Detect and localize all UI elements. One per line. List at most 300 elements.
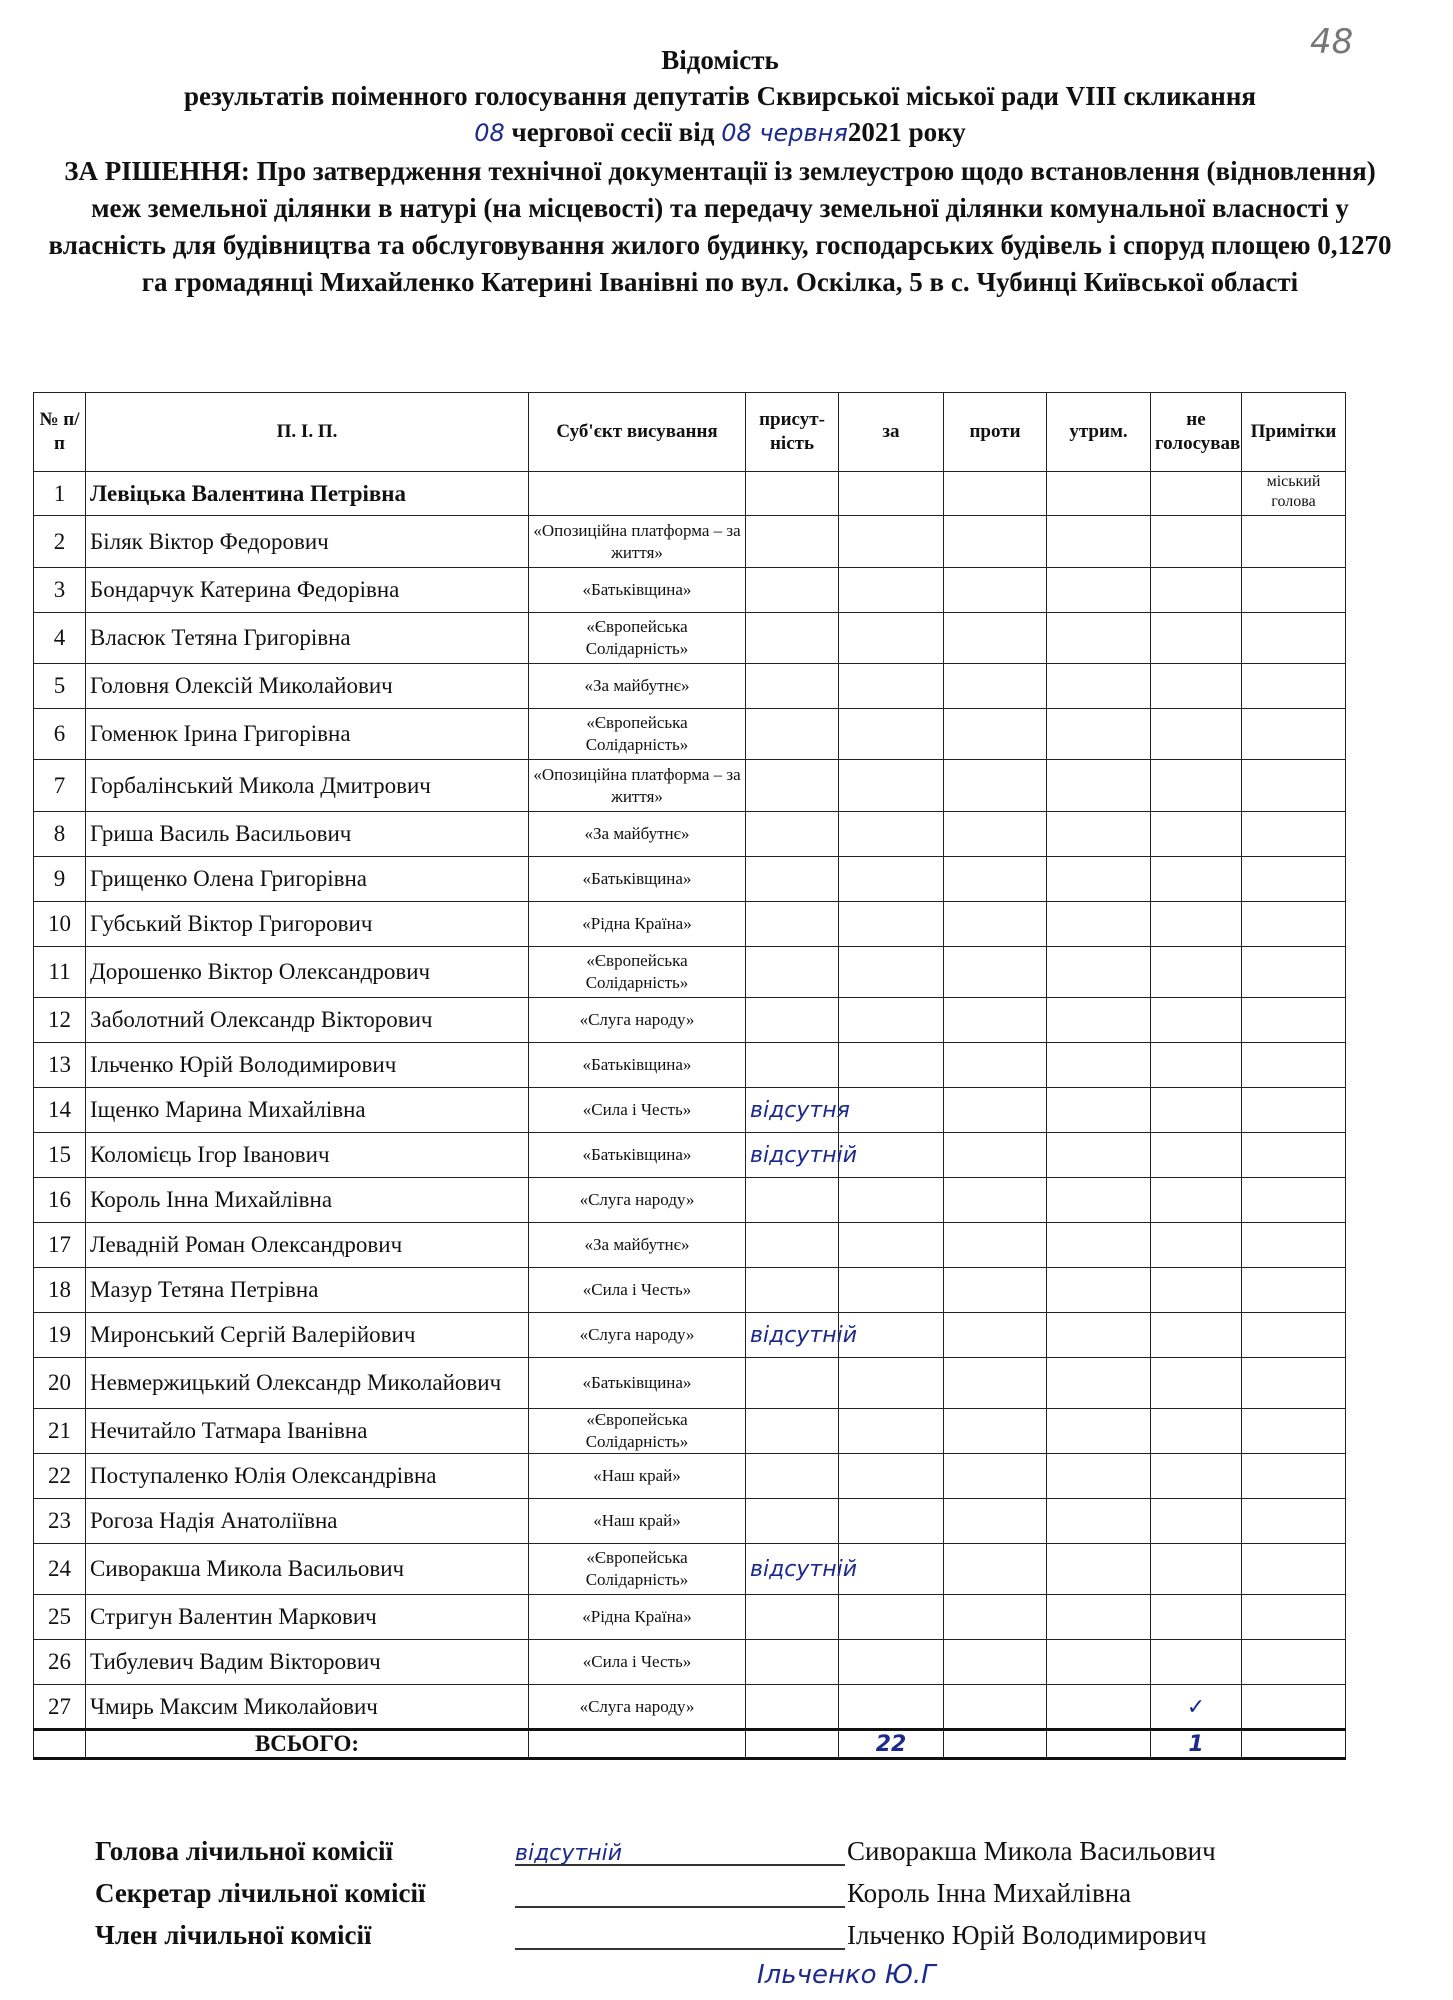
row-present xyxy=(746,516,839,568)
row-not-voted: ✓ xyxy=(1186,1694,1206,1720)
row-name: Гоменюк Ірина Григорівна xyxy=(90,721,351,746)
table-header-row xyxy=(34,393,1346,472)
row-against xyxy=(944,1313,1047,1358)
row-note xyxy=(1242,1544,1346,1595)
table-row xyxy=(34,472,1346,516)
row-not-voted xyxy=(1151,1409,1242,1454)
row-name: Іщенко Марина Михайлівна xyxy=(90,1097,366,1122)
row-party: «Рідна Країна» xyxy=(582,914,692,933)
row-note xyxy=(1242,1268,1346,1313)
row-name: Коломієць Ігор Іванович xyxy=(90,1142,330,1167)
row-abstain xyxy=(1047,1499,1151,1544)
row-not-voted xyxy=(1151,1595,1242,1640)
row-party: «Сила і Честь» xyxy=(582,1280,692,1299)
table-row xyxy=(34,664,1346,709)
row-abstain xyxy=(1047,1544,1151,1595)
row-num: 25 xyxy=(48,1604,71,1629)
voting-table xyxy=(33,392,1346,1760)
row-present: відсутня xyxy=(750,1098,850,1123)
row-for xyxy=(839,664,944,709)
row-not-voted xyxy=(1151,1454,1242,1499)
row-for xyxy=(839,998,944,1043)
row-abstain xyxy=(1047,902,1151,947)
row-abstain xyxy=(1047,1223,1151,1268)
member-name: Ільченко Юрій Володимирович xyxy=(847,1920,1207,1950)
document-subtitle: результатів поіменного голосування депутатів Сквирської міської ради VIII скликання xyxy=(183,81,1257,111)
row-for xyxy=(839,613,944,664)
row-name: Сиворакша Микола Васильович xyxy=(90,1556,405,1581)
row-for xyxy=(839,516,944,568)
row-not-voted xyxy=(1151,568,1242,613)
row-num: 23 xyxy=(48,1508,71,1533)
document-title: Відомість xyxy=(661,45,779,75)
row-party: «Наш край» xyxy=(593,1511,681,1530)
table-row xyxy=(34,1223,1346,1268)
row-num: 8 xyxy=(53,821,66,846)
chair-sign: відсутній xyxy=(515,1841,623,1866)
row-num: 1 xyxy=(53,480,66,506)
row-num: 12 xyxy=(48,1007,71,1032)
row-present: відсутній xyxy=(750,1323,858,1348)
row-against xyxy=(944,947,1047,998)
row-against xyxy=(944,709,1047,760)
table-row xyxy=(34,1640,1346,1685)
table-row xyxy=(34,1685,1346,1730)
row-num: 27 xyxy=(48,1693,71,1719)
row-party: «Опозиційна платформа – за життя» xyxy=(533,764,741,806)
table-row xyxy=(34,812,1346,857)
row-note xyxy=(1242,902,1346,947)
row-present: відсутній xyxy=(750,1557,858,1582)
counting-commission xyxy=(95,1830,1295,1956)
row-note xyxy=(1242,1499,1346,1544)
row-name: Заболотний Олександр Вікторович xyxy=(90,1007,433,1032)
row-against xyxy=(944,568,1047,613)
row-not-voted xyxy=(1151,1223,1242,1268)
row-for xyxy=(839,568,944,613)
row-num: 6 xyxy=(53,721,66,746)
row-not-voted xyxy=(1151,1313,1242,1358)
row-present xyxy=(746,998,839,1043)
commission-member xyxy=(95,1914,1295,1956)
row-not-voted xyxy=(1151,947,1242,998)
row-against xyxy=(944,1499,1047,1544)
row-name: Біляк Віктор Федорович xyxy=(90,528,329,554)
row-party: «Європейська Солідарність» xyxy=(585,1410,689,1451)
row-note xyxy=(1242,1640,1346,1685)
table-row xyxy=(34,998,1346,1043)
row-abstain xyxy=(1047,1640,1151,1685)
row-note xyxy=(1242,709,1346,760)
row-abstain xyxy=(1047,1088,1151,1133)
row-for xyxy=(839,1685,944,1730)
table-row xyxy=(34,1358,1346,1409)
row-party: «За майбутнє» xyxy=(584,824,690,843)
row-for xyxy=(839,1223,944,1268)
total-not-voted: 1 xyxy=(1188,1732,1204,1757)
col-abstain: утрим. xyxy=(1047,393,1151,472)
row-for xyxy=(839,812,944,857)
row-party: «Європейська Солідарність» xyxy=(585,951,689,992)
row-abstain xyxy=(1047,1454,1151,1499)
row-for xyxy=(839,1409,944,1454)
row-name: Мазур Тетяна Петрівна xyxy=(90,1277,319,1302)
row-party: «Сила і Честь» xyxy=(582,1100,692,1119)
row-abstain xyxy=(1047,1178,1151,1223)
row-party: «Слуга народу» xyxy=(579,1010,695,1029)
row-name: Бондарчук Катерина Федорівна xyxy=(90,577,400,602)
col-note: Примітки xyxy=(1242,393,1346,472)
document-header xyxy=(40,42,1400,301)
session-number: 08 xyxy=(474,119,505,147)
decision-text: ЗА РІШЕННЯ: Про затвердження технічної документації із землеустрою щодо встановлення (відновлення) меж земельної ділянки в натурі (на місцевості) та передачу земельної ділянки комунальної власності у власність для будівництва та обслуговування жилого будинку, господарських будівель і споруд площею 0,1270 га громадянці Михайленко Катерині Іванівні по вул. Оскілка, 5 в с. Чубинці Київської області xyxy=(48,156,1392,297)
row-abstain xyxy=(1047,516,1151,568)
row-note xyxy=(1242,1223,1346,1268)
row-abstain xyxy=(1047,998,1151,1043)
col-not-voted: не голосував xyxy=(1151,393,1242,472)
row-not-voted xyxy=(1151,1640,1242,1685)
row-against xyxy=(944,1043,1047,1088)
row-not-voted xyxy=(1151,709,1242,760)
row-party: «Європейська Солідарність» xyxy=(585,1548,689,1589)
row-num: 13 xyxy=(48,1052,71,1077)
row-num: 14 xyxy=(48,1097,71,1122)
row-for xyxy=(839,1358,944,1409)
row-note xyxy=(1242,1088,1346,1133)
row-party: «Європейська Солідарність» xyxy=(585,617,689,658)
row-present xyxy=(746,760,839,812)
row-name: Рогоза Надія Анатоліївна xyxy=(90,1508,338,1533)
row-note xyxy=(1242,1133,1346,1178)
row-name: Дорошенко Віктор Олександрович xyxy=(90,959,431,984)
table-row xyxy=(34,1088,1346,1133)
row-abstain xyxy=(1047,812,1151,857)
row-against xyxy=(944,1595,1047,1640)
chair-name: Сиворакша Микола Васильович xyxy=(847,1836,1216,1866)
row-against xyxy=(944,516,1047,568)
row-name: Поступаленко Юлія Олександрівна xyxy=(90,1463,437,1488)
table-row xyxy=(34,1409,1346,1454)
row-note xyxy=(1242,664,1346,709)
row-present xyxy=(746,568,839,613)
table-row xyxy=(34,947,1346,998)
row-not-voted xyxy=(1151,1268,1242,1313)
row-num: 11 xyxy=(48,959,71,984)
row-abstain xyxy=(1047,1409,1151,1454)
row-party: «Наш край» xyxy=(593,1466,681,1485)
row-party: «Слуга народу» xyxy=(579,1190,695,1209)
row-abstain xyxy=(1047,760,1151,812)
row-abstain xyxy=(1047,664,1151,709)
row-abstain xyxy=(1047,1313,1151,1358)
secretary-name: Король Інна Михайлівна xyxy=(847,1878,1132,1908)
session-text: чергової сесії від xyxy=(511,117,715,147)
row-num: 10 xyxy=(48,911,71,936)
col-num: № п/п xyxy=(34,393,86,472)
total-for: 22 xyxy=(875,1732,907,1757)
row-note xyxy=(1242,1454,1346,1499)
row-against xyxy=(944,998,1047,1043)
page-number: 48 xyxy=(1310,22,1354,62)
row-present xyxy=(746,613,839,664)
table-row xyxy=(34,613,1346,664)
row-not-voted xyxy=(1151,998,1242,1043)
row-num: 22 xyxy=(48,1463,71,1488)
table-row xyxy=(34,709,1346,760)
row-for xyxy=(839,857,944,902)
row-party: «Сила і Честь» xyxy=(582,1652,692,1671)
col-for: за xyxy=(839,393,944,472)
row-note xyxy=(1242,1313,1346,1358)
row-note xyxy=(1242,857,1346,902)
row-name: Власюк Тетяна Григорівна xyxy=(90,625,351,650)
row-name: Губський Віктор Григорович xyxy=(90,911,373,936)
table-row xyxy=(34,568,1346,613)
table-row xyxy=(34,1313,1346,1358)
row-against xyxy=(944,1223,1047,1268)
row-present xyxy=(746,1409,839,1454)
row-num: 17 xyxy=(48,1232,71,1257)
table-row xyxy=(34,1268,1346,1313)
row-name: Грищенко Олена Григорівна xyxy=(90,866,367,891)
session-date: 08 червня xyxy=(721,119,848,147)
row-not-voted xyxy=(1151,613,1242,664)
row-present xyxy=(746,812,839,857)
row-against xyxy=(944,760,1047,812)
row-not-voted xyxy=(1151,1043,1242,1088)
row-abstain xyxy=(1047,709,1151,760)
row-note xyxy=(1242,812,1346,857)
row-note xyxy=(1242,1685,1346,1730)
row-present xyxy=(746,1640,839,1685)
row-present xyxy=(746,664,839,709)
table-row xyxy=(34,1454,1346,1499)
row-present xyxy=(746,1043,839,1088)
row-party: «За майбутнє» xyxy=(584,676,690,695)
row-name: Король Інна Михайлівна xyxy=(90,1187,333,1212)
row-party: «Опозиційна платформа – за життя» xyxy=(533,520,741,562)
row-name: Левіцька Валентина Петрівна xyxy=(90,480,407,506)
row-against xyxy=(944,613,1047,664)
row-for xyxy=(839,472,944,516)
row-party xyxy=(529,472,746,516)
row-present xyxy=(746,1454,839,1499)
row-abstain xyxy=(1047,1358,1151,1409)
row-abstain xyxy=(1047,1595,1151,1640)
row-present xyxy=(746,1685,839,1730)
row-num: 4 xyxy=(53,625,66,650)
col-name: П. І. П. xyxy=(86,393,529,472)
commission-secretary xyxy=(95,1872,1295,1914)
row-for xyxy=(839,1454,944,1499)
row-not-voted xyxy=(1151,1499,1242,1544)
row-note xyxy=(1242,1409,1346,1454)
row-present xyxy=(746,857,839,902)
row-name: Ільченко Юрій Володимирович xyxy=(90,1052,397,1077)
row-not-voted xyxy=(1151,664,1242,709)
row-for xyxy=(839,1088,944,1133)
row-name: Тибулевич Вадим Вікторович xyxy=(90,1649,381,1674)
row-for xyxy=(839,947,944,998)
row-not-voted xyxy=(1151,812,1242,857)
table-row xyxy=(34,760,1346,812)
row-against xyxy=(944,1178,1047,1223)
table-row xyxy=(34,516,1346,568)
row-abstain xyxy=(1047,947,1151,998)
row-not-voted xyxy=(1151,1133,1242,1178)
row-for xyxy=(839,1043,944,1088)
row-note xyxy=(1242,947,1346,998)
commission-chair xyxy=(95,1830,1295,1872)
row-for xyxy=(839,1499,944,1544)
col-party: Суб'єкт висування xyxy=(529,393,746,472)
col-present: присут-ність xyxy=(746,393,839,472)
table-row xyxy=(34,857,1346,902)
row-for xyxy=(839,1178,944,1223)
row-num: 7 xyxy=(53,772,66,798)
row-abstain xyxy=(1047,472,1151,516)
row-num: 15 xyxy=(48,1142,71,1167)
row-against xyxy=(944,1358,1047,1409)
row-note: міський голова xyxy=(1266,473,1321,510)
row-party: «Батьківщина» xyxy=(582,580,692,599)
row-present xyxy=(746,1358,839,1409)
row-not-voted xyxy=(1151,516,1242,568)
row-present xyxy=(746,1595,839,1640)
row-num: 24 xyxy=(48,1556,71,1581)
row-party: «Батьківщина» xyxy=(582,1373,692,1392)
table-row xyxy=(34,902,1346,947)
row-for xyxy=(839,1268,944,1313)
row-party: «Батьківщина» xyxy=(582,869,692,888)
row-num: 20 xyxy=(48,1370,71,1395)
chair-signature-line xyxy=(515,1830,845,1866)
member-signature-line xyxy=(515,1914,845,1950)
session-year: 2021 року xyxy=(847,117,966,147)
row-not-voted xyxy=(1151,1358,1242,1409)
table-row xyxy=(34,1595,1346,1640)
row-against xyxy=(944,1454,1047,1499)
row-name: Гриша Василь Васильович xyxy=(90,821,352,846)
member-handwritten-name: Ільченко Ю.Г xyxy=(757,1960,936,1990)
row-present xyxy=(746,1223,839,1268)
row-for xyxy=(839,902,944,947)
row-num: 2 xyxy=(53,528,66,554)
row-num: 26 xyxy=(48,1649,71,1674)
row-not-voted xyxy=(1151,1544,1242,1595)
secretary-signature-line xyxy=(515,1872,845,1908)
row-name: Горбалінський Микола Дмитрович xyxy=(90,772,431,798)
row-against xyxy=(944,1544,1047,1595)
row-not-voted xyxy=(1151,1088,1242,1133)
row-num: 18 xyxy=(48,1277,71,1302)
row-num: 21 xyxy=(48,1418,71,1443)
total-label: ВСЬОГО: xyxy=(86,1730,529,1759)
row-abstain xyxy=(1047,568,1151,613)
row-note xyxy=(1242,516,1346,568)
row-name: Чмирь Максим Миколайович xyxy=(90,1693,378,1719)
row-not-voted xyxy=(1151,1178,1242,1223)
row-abstain xyxy=(1047,1685,1151,1730)
row-against xyxy=(944,857,1047,902)
row-name: Левадній Роман Олександрович xyxy=(90,1232,403,1257)
row-against xyxy=(944,1088,1047,1133)
row-for xyxy=(839,1640,944,1685)
row-num: 3 xyxy=(53,577,66,602)
table-row xyxy=(34,1499,1346,1544)
row-party: «Слуга народу» xyxy=(579,1325,695,1344)
row-num: 19 xyxy=(48,1322,71,1347)
row-present xyxy=(746,1499,839,1544)
row-against xyxy=(944,812,1047,857)
member-role: Член лічильної комісії xyxy=(95,1920,372,1950)
table-row xyxy=(34,1133,1346,1178)
table-row xyxy=(34,1544,1346,1595)
row-note xyxy=(1242,1358,1346,1409)
row-note xyxy=(1242,1178,1346,1223)
row-name: Невмержицький Олександр Миколайович xyxy=(90,1370,502,1395)
col-against: проти xyxy=(944,393,1047,472)
row-party: «Батьківщина» xyxy=(582,1145,692,1164)
row-against xyxy=(944,472,1047,516)
row-present xyxy=(746,1178,839,1223)
secretary-role: Секретар лічильної комісії xyxy=(95,1878,426,1908)
row-present xyxy=(746,472,839,516)
row-against xyxy=(944,1640,1047,1685)
row-party: «Європейська Солідарність» xyxy=(585,713,689,754)
row-party: «Рідна Країна» xyxy=(582,1607,692,1626)
row-abstain xyxy=(1047,613,1151,664)
row-name: Миронський Сергій Валерійович xyxy=(90,1322,416,1347)
row-abstain xyxy=(1047,857,1151,902)
row-note xyxy=(1242,613,1346,664)
session-line xyxy=(40,114,1400,151)
row-abstain xyxy=(1047,1043,1151,1088)
row-present xyxy=(746,1268,839,1313)
row-against xyxy=(944,1268,1047,1313)
row-not-voted xyxy=(1151,760,1242,812)
row-against xyxy=(944,1409,1047,1454)
row-not-voted xyxy=(1151,857,1242,902)
row-not-voted xyxy=(1151,902,1242,947)
row-note xyxy=(1242,1595,1346,1640)
row-abstain xyxy=(1047,1268,1151,1313)
row-for xyxy=(839,1595,944,1640)
row-not-voted xyxy=(1151,472,1242,516)
row-name: Стригун Валентин Маркович xyxy=(90,1604,377,1629)
row-against xyxy=(944,1685,1047,1730)
row-against xyxy=(944,664,1047,709)
row-note xyxy=(1242,760,1346,812)
row-for xyxy=(839,760,944,812)
row-party: «Батьківщина» xyxy=(582,1055,692,1074)
row-present xyxy=(746,947,839,998)
row-party: «Слуга народу» xyxy=(579,1696,695,1716)
total-row xyxy=(34,1730,1346,1759)
row-num: 5 xyxy=(53,673,66,698)
row-present xyxy=(746,902,839,947)
row-against xyxy=(944,1133,1047,1178)
table-row xyxy=(34,1043,1346,1088)
row-against xyxy=(944,902,1047,947)
row-present: відсутній xyxy=(750,1143,858,1168)
row-note xyxy=(1242,998,1346,1043)
row-num: 16 xyxy=(48,1187,71,1212)
row-party: «За майбутнє» xyxy=(584,1235,690,1254)
row-for xyxy=(839,709,944,760)
row-num: 9 xyxy=(53,866,66,891)
row-note xyxy=(1242,1043,1346,1088)
